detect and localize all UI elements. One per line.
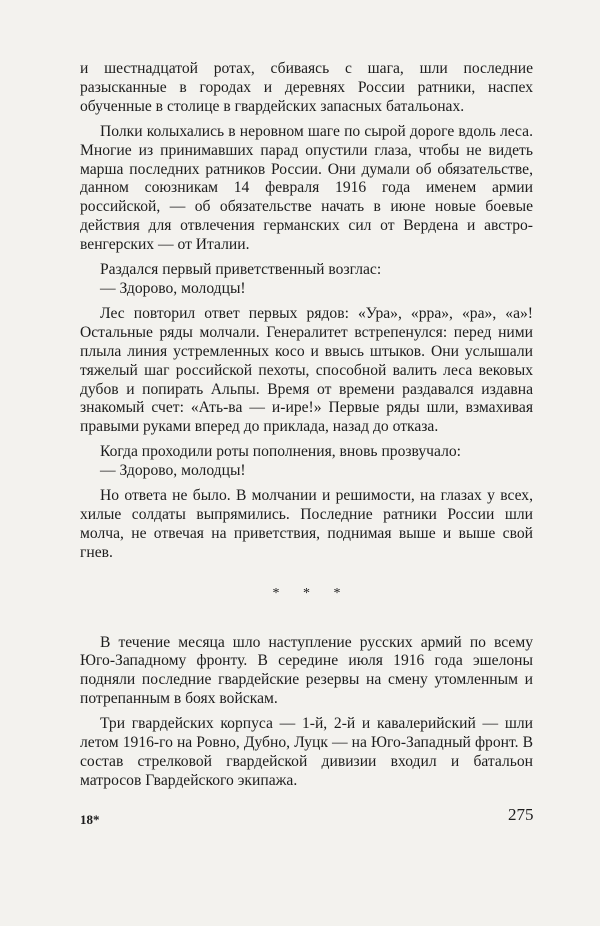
signature-mark: 18*: [80, 812, 100, 827]
paragraph-5: Когда проходили роты пополнения, вновь прозвучало:: [100, 443, 461, 461]
paragraph-7: В течение месяца шло наступление русских армий по всему Юго-Западному фронту. В середине июля 1916 года эшелоны подняли последние гвардейские резервы на смену утомленным и потрепанным в боях войскам.: [80, 633, 533, 708]
page-number: 275: [508, 805, 534, 824]
paragraph-3: Раздался первый приветственный возглас:: [100, 261, 382, 279]
page-text: [80, 60, 533, 791]
paragraph-1: и шестнадцатой ротах, сбиваясь с шага, шли последние разысканные в городах и деревнях России ратники, наспех обученные в столице в гвардейских запасных батальонах.: [80, 60, 533, 115]
paragraph-4: Лес повторил ответ первых рядов: «Ура», «рра», «ра», «а»! Остальные ряды молчали. Генералитет встрепенулся: перед ними плыла линия устремленных косо и ввысь штыков. Они услышали тяжелый шаг российской пехоты, способной валить леса вековых дубов и попирать Альпы. Время от времени раздавался издавна знакомый счет: «Ать-ва — и-ире!» Первые ряды шли, взмахивая правыми руками вперед до приклада, назад до отказа.: [80, 304, 533, 436]
section-separator: * * *: [272, 585, 351, 601]
dialogue-line-2: — Здорово, молодцы!: [100, 462, 246, 480]
paragraph-8: Три гвардейских корпуса — 1-й, 2-й и кавалерийский — шли летом 1916-го на Ровно, Дубно, Луцк — на Юго-Западный фронт. В состав стрелковой гвардейской дивизии входил и батальон матросов Гвардейского экипажа.: [80, 715, 533, 789]
paragraph-6: Но ответа не было. В молчании и решимости, на глазах у всех, хилые солдаты выпрямились. Последние ратники России шли молча, не отвечая на приветствия, поднимая выше и выше свой гнев.: [80, 487, 533, 561]
dialogue-line-1: — Здорово, молодцы!: [100, 279, 246, 297]
paragraph-2: Полки колыхались в неровном шаге по сырой дороге вдоль леса. Многие из принимавших парад опустили глаза, чтобы не видеть марша последних ратников России. Они думали об обязательстве, данном союзникам 14 февраля 1916 года именем армии российской, — об обязательстве начать в июне новые боевые действия для отвлечения германских сил от Вердена и австро-венгерских — от Италии.: [80, 122, 533, 254]
